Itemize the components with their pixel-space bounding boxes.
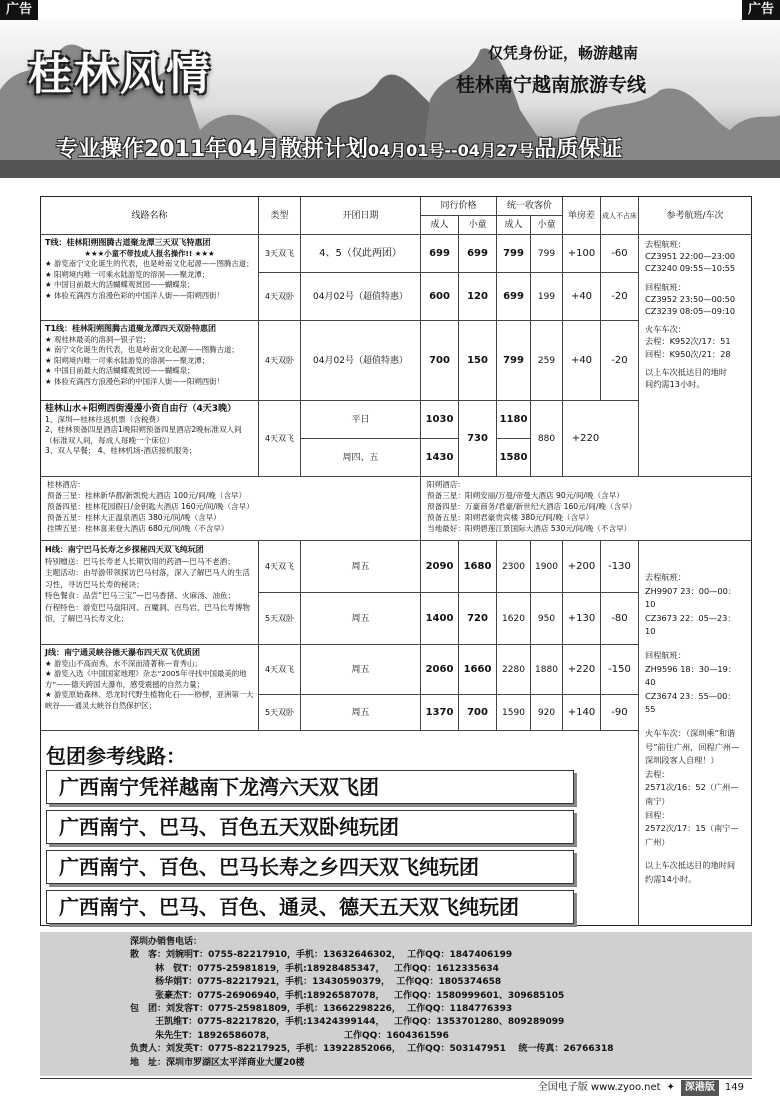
flight-line: 2571次/16：52（广州—南宁） [645, 782, 739, 806]
edition-badge: 深港版 [681, 1080, 719, 1096]
schedule-dates: 04月01号--04月27号 [367, 141, 535, 160]
flight-line: CZ3674 23：55—00：55 [645, 690, 736, 715]
hotel-line: 预备四星：桂林花园假日/金钥匙大酒店 160元/间/晚（含早） [47, 502, 254, 511]
brand-logo: 桂林风情 [28, 49, 212, 100]
contact-line: 深圳办销售电话： [130, 937, 203, 947]
route-j-title: J线：南宁通灵峡谷德天瀑布四天双飞优质团 [45, 648, 200, 657]
flight-line: 号”前往广州，回程广州— [645, 741, 740, 752]
t-row1-peer-adult: 699 [421, 235, 459, 273]
free-row1-peer-adult: 1030 [421, 401, 459, 439]
t-row2-retail-adult: 699 [497, 273, 531, 321]
hotel-line: 当地最好：阳朔碧莲江景国际大酒店 530元/间/晚（不含早） [427, 524, 632, 533]
header-retail: 统一收客价 [497, 197, 563, 216]
contact-line: 王凯维T：0775-82217820，手机:13424399144， 工作QQ：1353701280、809289099 [130, 1017, 565, 1028]
route-h-line: 主题活动：由导游带领探访巴马村落，深入了解巴马人的生活习性，寻访巴马长寿的秘诀； [45, 568, 251, 589]
h-row1-single: +200 [563, 541, 601, 593]
hotel-line: 预备五星：桂林大正温泉酒店 380元/间/晚（含早） [47, 513, 221, 522]
h-row1-peer-adult: 2090 [421, 541, 459, 593]
flight-line [645, 717, 745, 727]
contact-line: 地 址：深圳市罗湖区太平洋商业大厦20楼 [130, 1057, 305, 1068]
t-row2-peer-child: 120 [459, 273, 497, 321]
table-divider [638, 731, 639, 925]
header-retail-child: 小童 [531, 216, 563, 235]
hotel-line: 挂牌五星：桂林喜来登大酒店 680元/间/晚（不含早） [47, 524, 229, 533]
free-row2-retail-adult: 1580 [497, 439, 531, 477]
schedule-a: 专业操作2011年04月散拼计划 [56, 137, 368, 162]
hotels-yangshuo [421, 477, 751, 541]
flight-line: 火车车次：（深圳乘“和谐 [645, 727, 736, 738]
packages-heading: 包团参考线路： [46, 744, 186, 768]
h-row2-nobed: -80 [601, 593, 639, 645]
route-t1-line: ★ 阳朔境内唯一可乘水陆游览的溶洞——聚龙潭； [45, 355, 210, 365]
j-row1-retail-child: 1880 [531, 645, 563, 695]
route-t-line: ★ 中国目前最大的活蝴蝶观赏园——蝴蝶泉； [45, 280, 195, 290]
j-row1-single: +220 [563, 645, 601, 695]
t-row1-retail-child: 799 [531, 235, 563, 273]
route-free-line: 1、深圳—桂林往返机票（含税费） [45, 414, 164, 424]
header-peer-child: 小童 [459, 216, 497, 235]
package-item: 广西南宁凭祥越南下龙湾六天双飞团 [46, 770, 574, 804]
t1-retail-child: 259 [531, 321, 563, 401]
route-t-desc [41, 235, 259, 321]
flight-line: CZ3240 09:55—10:55 [645, 263, 736, 274]
flight-line: ZH9907 23：00—00：10 [645, 585, 737, 610]
edition-icon: ✦ [666, 1082, 675, 1093]
hotel-line: 预备五星：阳朔君豪贵宾楼 380元/间/晚（含早） [427, 513, 594, 522]
j-row2-date: 周五 [301, 695, 421, 731]
schedule-c: 品质保证 [534, 137, 623, 162]
j-row2-peer-adult: 1370 [421, 695, 459, 731]
t1-peer-adult: 700 [421, 321, 459, 401]
route-j-line: ★ 游览入选《中国国家地理》杂志“2005年寻找中国最美的地方”——德天跨国大瀑布，感受震撼的自然力量； [45, 669, 247, 689]
header-retail-adult: 成人 [497, 216, 531, 235]
j-row1-date: 周五 [301, 645, 421, 695]
free-row1-date: 平日 [301, 401, 421, 439]
j-row2-retail-adult: 1590 [497, 695, 531, 731]
free-row2-date: 周四、五 [301, 439, 421, 477]
route-t1-line: ★ 观桂林最美的溶洞—银子岩； [45, 334, 151, 344]
contact-line: 杨华娟T：0775-82217921，手机：13430590379， 工作QQ：1805374658 [130, 977, 502, 988]
t-row2-retail-child: 199 [531, 273, 563, 321]
flight-line: 以上车次抵达目的地时间 [645, 860, 736, 871]
route-h-desc [41, 541, 259, 645]
route-free-line: 2、桂林预备四星酒店1晚阳朔预备四星酒店2晚标准双人间（标准双人间，每成人每晚一个床位） [45, 425, 242, 445]
free-single-value: +220 [571, 432, 600, 444]
header-flight: 参考航班/车次 [639, 197, 751, 235]
flight-line: 去程航班： [645, 239, 686, 249]
t1-date: 04月02号（超值特惠） [301, 321, 421, 401]
page-number: 149 [724, 1082, 744, 1093]
flight-line: 火车车次： [645, 324, 686, 335]
route-h-line: 特色餐食：品尝“巴马三宝”—巴马香猪、火麻汤、油鱼； [45, 591, 236, 600]
j-row2-retail-child: 920 [531, 695, 563, 731]
t-row1-retail-adult: 799 [497, 235, 531, 273]
t-row2-single: +40 [563, 273, 601, 321]
j-row2-single: +140 [563, 695, 601, 731]
t1-nobed: -20 [601, 321, 639, 401]
j-row1-peer-adult: 2060 [421, 645, 459, 695]
route-h-title: H线：南宁巴马长寿之乡探秘四天双飞纯玩团 [45, 545, 204, 554]
header-type: 类型 [259, 197, 301, 235]
route-t-line: ★ 体验充满西方浪漫色彩的中国洋人街——阳朔西街！ [45, 290, 224, 300]
header-route: 线路名称 [41, 197, 259, 235]
hero-banner [0, 20, 780, 178]
footer-rule [40, 1078, 752, 1079]
hotel-line: 桂林酒店： [47, 480, 85, 489]
flight-line: CZ3951 22:00—23:00 [645, 251, 736, 262]
route-t-line: ★ 阳朔境内唯一可乘水陆游览的溶洞——聚龙潭； [45, 269, 210, 279]
flight-line: 2572次/17：15（南宁—广州） [645, 823, 739, 847]
t-row1-type: 3天双飞 [259, 235, 301, 273]
j-row1-peer-child: 1660 [459, 645, 497, 695]
flight-line [645, 639, 745, 649]
h-row2-retail-adult: 1620 [497, 593, 531, 645]
flight-line: 以上车次抵达目的地时 [645, 366, 727, 377]
header-single: 单房差 [563, 197, 601, 235]
route-h-line: 行程特色：游览巴马盘阳河、百魔洞、百鸟岩、巴马长寿博物馆，了解巴马长寿文化； [45, 602, 251, 623]
free-retail-child: 880 [531, 401, 563, 477]
flight-line: CZ3952 23:50—00:50 [645, 293, 736, 304]
route-t-title: T线：桂林阳朔图腾古道聚龙潭三天双飞特惠团 [45, 238, 211, 247]
h-row2-date: 周五 [301, 593, 421, 645]
contact-panel [40, 932, 752, 1076]
h-row2-type: 5天双卧 [259, 593, 301, 645]
flight-line: CZ3239 08:05—09:10 [645, 306, 736, 317]
contact-line: 负责人：刘发英T：0775-82217925，手机：13922852066， 工作QQ：503147951 统一传真：26766318 [130, 1044, 614, 1055]
t-row1-date: 4、5（仅此两团） [301, 235, 421, 273]
hotels-guilin [41, 477, 421, 541]
t-row2-nobed: -20 [601, 273, 639, 321]
flight-line: 回程：K950次/21：28 [645, 348, 731, 359]
flight-line: 回程航班： [645, 649, 686, 660]
flight-info-hj [639, 541, 751, 925]
t1-retail-adult: 799 [497, 321, 531, 401]
h-row2-peer-child: 720 [459, 593, 497, 645]
flight-line: CZ3673 22：05—23：10 [645, 612, 736, 637]
free-type: 4天双飞 [259, 401, 301, 477]
j-row1-retail-adult: 2280 [497, 645, 531, 695]
header-date: 开团日期 [301, 197, 421, 235]
flight-line: 间约需13小时。 [645, 379, 705, 390]
flight-line: 回程航班： [645, 281, 686, 292]
t1-single: +40 [563, 321, 601, 401]
j-row2-type: 5天双卧 [259, 695, 301, 731]
footer [538, 1080, 744, 1096]
t1-peer-child: 150 [459, 321, 497, 401]
route-t-line: ★★★小童不带技成人报名操作!! ★★★ [84, 248, 215, 258]
hotel-line: 预备三星：阳朔安丽/万曼/帝曼大酒店 90元/间/晚（含早） [427, 491, 624, 500]
j-row2-peer-child: 700 [459, 695, 497, 731]
j-row2-nobed: -90 [601, 695, 639, 731]
t-row2-peer-adult: 600 [421, 273, 459, 321]
slogan-primary: 仅凭身份证，畅游越南 [488, 44, 639, 62]
free-row2-peer-adult: 1430 [421, 439, 459, 477]
t-row2-type: 4天双卧 [259, 273, 301, 321]
package-item: 广西南宁、巴马、百色、通灵、德天五天双飞纯玩团 [46, 890, 574, 924]
package-item: 广西南宁、巴马、百色五天双卧纯玩团 [46, 810, 574, 844]
route-free-line: 3、双人早餐； 4、桂林机场-酒店接机服务； [45, 446, 197, 456]
flight-line [645, 849, 745, 859]
schedule-banner [56, 132, 622, 163]
hotel-line: 阳朔酒店： [427, 480, 465, 489]
route-h-line: 特别赠送：巴马长寿老人长期饮用的药酒—巴马不老酒； [45, 556, 235, 566]
h-row1-nobed: -130 [601, 541, 639, 593]
h-row2-peer-adult: 1400 [421, 593, 459, 645]
route-t-line: ★ 游览南宁文化诞生的代表，也是岭南文化起源——图腾古道； [45, 259, 254, 269]
route-free-title: 桂林山水+阳朔西街漫漫小资自由行（4天3晚） [45, 404, 237, 414]
t-row1-nobed: -60 [601, 235, 639, 273]
free-peer-child: 730 [459, 401, 497, 477]
header-nobed: 成人不占床 [601, 197, 639, 235]
t1-type: 4天双卧 [259, 321, 301, 401]
route-t1-line: ★ 体验充满西方浪漫色彩的中国洋人街——阳朔西街！ [45, 376, 224, 386]
j-row1-type: 4天双飞 [259, 645, 301, 695]
route-j-desc [41, 645, 259, 731]
route-t1-title: T1线：桂林阳朔图腾古道聚龙潭四天双卧特惠团 [45, 324, 217, 333]
flight-info-t [639, 235, 751, 477]
flight-line: ZH9596 18：30—19：40 [645, 663, 737, 688]
h-row1-peer-child: 1680 [459, 541, 497, 593]
route-t1-line: ★ 南宁文化诞生的代表，也是岭南文化起源——图腾古道； [45, 345, 239, 355]
route-j-line: ★ 游览原始森林、恐龙时代野生植物化石——桫椤，亚洲第一大峡谷——通灵大峡谷自然保护区； [45, 690, 254, 710]
flight-line: 去程： [645, 768, 670, 779]
route-t1-desc [41, 321, 259, 401]
contact-line: 散 客：刘婉明T：0755-82217910，手机：13632646302， 工作QQ：1847406199 [130, 950, 513, 961]
header-peer: 同行价格 [421, 197, 497, 216]
flight-line: 约需14小时。 [645, 873, 697, 884]
h-row1-retail-adult: 2300 [497, 541, 531, 593]
hotel-line: 预备四星：万豪商务/君豪/新世纪大酒店 160元/间/晚（含早） [427, 502, 637, 511]
contact-line: 张豪杰T：0775-26906940，手机:18926587078， 工作QQ：1580999601、309685105 [130, 990, 565, 1001]
ad-label-right: 广告 [742, 0, 780, 20]
contact-line: 朱先生T：18926586078， 工作QQ：1604361596 [130, 1030, 449, 1041]
header-peer-adult: 成人 [421, 216, 459, 235]
t-row2-date: 04月02号（超值特惠） [301, 273, 421, 321]
route-t1-line: ★ 中国目前最大的活蝴蝶观赏园——蝴蝶泉； [45, 366, 195, 376]
h-row1-type: 4天双飞 [259, 541, 301, 593]
free-single [563, 401, 639, 477]
j-row1-nobed: -150 [601, 645, 639, 695]
h-row1-retail-child: 1900 [531, 541, 563, 593]
route-j-line: ★ 游览山不高而秀，水不深而清著称—青秀山； [45, 658, 202, 668]
contact-line: 包 团：刘发容T：0775-25981809，手机：13662298226， 工作QQ：1184776393 [130, 1004, 513, 1015]
h-row2-single: +130 [563, 593, 601, 645]
flight-line: 回程： [645, 809, 670, 820]
free-row1-retail-adult: 1180 [497, 401, 531, 439]
flight-line: 去程：K952次/17：51 [645, 336, 731, 347]
hotel-line: 预备三星：桂林新华都/新凯悦大酒店 100元/间/晚（含早） [47, 491, 247, 500]
route-free-desc [41, 401, 259, 477]
t-row1-single: +100 [563, 235, 601, 273]
footer-site-link[interactable]: 全国电子版 www.zyoo.net [537, 1082, 661, 1093]
h-row1-date: 周五 [301, 541, 421, 593]
contact-line: 林 钗T：0775-25981819，手机:18928485347， 工作QQ：1612335634 [130, 963, 499, 974]
slogan-secondary: 桂林南宁越南旅游专线 [456, 74, 647, 96]
t-row1-peer-child: 699 [459, 235, 497, 273]
flight-line: 去程航班： [645, 572, 686, 582]
h-row2-retail-child: 950 [531, 593, 563, 645]
package-item: 广西南宁、百色、巴马长寿之乡四天双飞纯玩团 [46, 850, 574, 884]
flight-line: 深圳段客人自理！） [645, 755, 719, 766]
ad-label-left: 广告 [0, 0, 38, 20]
